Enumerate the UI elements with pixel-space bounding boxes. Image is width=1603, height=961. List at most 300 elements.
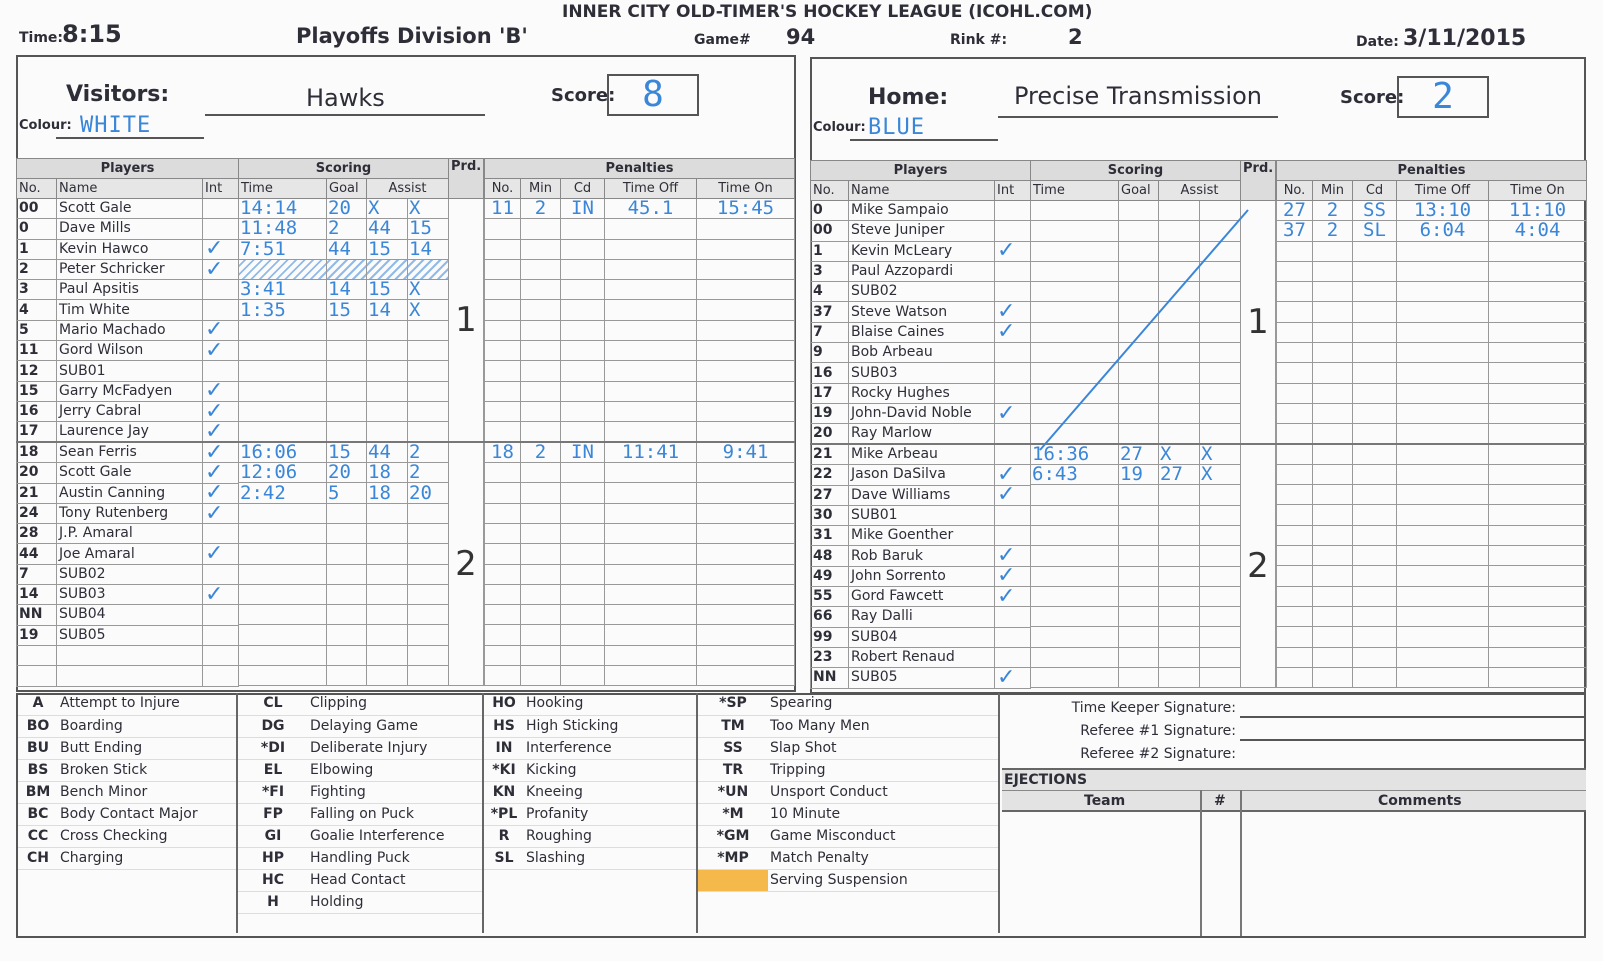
legend-description: Spearing (768, 693, 998, 715)
assist-2: 2 (408, 463, 449, 483)
legend-code: TR (698, 759, 768, 781)
penalty-minutes (521, 483, 561, 503)
goal-time (1031, 627, 1119, 647)
player-number: 24 (17, 503, 57, 523)
penalty-player (485, 483, 521, 503)
player-int-mark (203, 280, 239, 300)
table-row (1277, 505, 1587, 525)
penalty-player (485, 645, 521, 665)
penalty-time-on (1489, 343, 1587, 363)
penalty-time-off (1397, 383, 1489, 403)
table-row (1031, 668, 1241, 688)
goal-time (239, 361, 327, 381)
legend-column (18, 693, 238, 933)
player-name: Mario Machado (57, 320, 203, 340)
legend-code: HC (238, 869, 308, 891)
player-name: Ray Marlow (849, 424, 995, 445)
referee1-signature-line[interactable] (1240, 739, 1584, 741)
penalty-player (485, 463, 521, 483)
player-name: Paul Azzopardi (849, 261, 995, 281)
penalty-minutes (521, 341, 561, 361)
table-row (239, 422, 449, 442)
penalty-code (1353, 403, 1397, 423)
table-row (239, 401, 449, 421)
player-int-mark: ✓ (203, 585, 239, 605)
table-row (17, 503, 239, 523)
table-row (811, 587, 1031, 607)
penalty-code (561, 625, 605, 645)
league-title: INNER CITY OLD-TIMER'S HOCKEY LEAGUE (ICOHL.COM) (562, 2, 1093, 22)
player-number: 30 (811, 505, 849, 525)
penalty-time-on (1489, 322, 1587, 342)
assist-1 (1159, 566, 1200, 586)
table-row (485, 259, 795, 279)
game-number: 94 (786, 25, 816, 49)
penalty-time-off (1397, 586, 1489, 606)
goal-time: 2:42 (239, 483, 327, 503)
assist-1 (367, 544, 408, 564)
penalty-time-off (605, 605, 697, 625)
assist-1 (1159, 627, 1200, 647)
table-row (811, 241, 1031, 261)
penalty-time-on: 4:04 (1489, 221, 1587, 241)
penalty-player (1277, 241, 1313, 261)
vis-goal-header: Goal (327, 179, 367, 199)
legend-item (698, 803, 998, 825)
visitors-team: Hawks (306, 84, 385, 112)
player-number: NN (17, 605, 57, 625)
legend-column (698, 693, 1000, 933)
penalty-time-off (605, 320, 697, 340)
table-row (485, 442, 795, 463)
legend-description: Slashing (524, 847, 696, 869)
table-row (1031, 566, 1241, 586)
legend-code: BM (18, 781, 58, 803)
goal-scorer (1119, 505, 1159, 525)
assist-2: X (1200, 465, 1241, 485)
player-number: 15 (17, 381, 57, 401)
legend-code: BC (18, 803, 58, 825)
legend-code: FP (238, 803, 308, 825)
penalty-player (1277, 566, 1313, 586)
penalty-code (561, 605, 605, 625)
home-time-on-header: Time On (1489, 181, 1587, 201)
goal-time: 16:36 (1031, 444, 1119, 465)
penalty-time-on (697, 584, 795, 604)
penalty-player (485, 625, 521, 645)
assist-1 (1159, 647, 1200, 667)
player-name: Jason DaSilva (849, 465, 995, 485)
penalty-player (1277, 627, 1313, 647)
goal-scorer (327, 645, 367, 665)
penalty-time-on (1489, 505, 1587, 525)
table-row (1031, 607, 1241, 627)
player-number: 20 (17, 463, 57, 483)
penalty-time-on (697, 361, 795, 381)
legend-item (238, 715, 482, 737)
legend-description: Boarding (58, 715, 236, 737)
player-int-mark (995, 282, 1031, 302)
penalty-minutes: 2 (521, 199, 561, 219)
penalty-code (1353, 667, 1397, 687)
player-number (17, 666, 57, 686)
assist-2 (408, 666, 449, 686)
penalty-time-off (605, 666, 697, 686)
penalty-time-off (1397, 322, 1489, 342)
rink-number: 2 (1068, 25, 1083, 49)
goal-time: 3:41 (239, 280, 327, 300)
assist-1 (1159, 607, 1200, 627)
goal-time (239, 625, 327, 645)
penalty-time-on (697, 463, 795, 483)
table-row (811, 363, 1031, 383)
goal-scorer (1119, 546, 1159, 566)
player-name: Kevin McLeary (849, 241, 995, 261)
legend-item (238, 847, 482, 869)
table-row (239, 666, 449, 686)
player-number: 0 (17, 219, 57, 239)
player-int-mark (995, 526, 1031, 546)
goal-time (1031, 668, 1119, 688)
penalty-time-on (1489, 261, 1587, 281)
vis-name-header: Name (57, 179, 203, 199)
penalty-code (561, 645, 605, 665)
penalty-minutes (1313, 403, 1353, 423)
table-row (239, 645, 449, 665)
assist-2 (1200, 546, 1241, 566)
goal-scorer: 20 (327, 199, 367, 219)
table-row (239, 361, 449, 381)
table-row (239, 320, 449, 340)
legend-code: R (484, 825, 524, 847)
goal-time: 7:51 (239, 239, 327, 259)
table-row (239, 280, 449, 300)
table-row (485, 503, 795, 523)
ejections-title: EJECTIONS (1002, 768, 1586, 790)
assist-2: X (1200, 444, 1241, 465)
player-number: 19 (17, 625, 57, 645)
player-name: Mike Goenther (849, 526, 995, 546)
table-row (811, 505, 1031, 525)
table-row (485, 280, 795, 300)
legend-item (18, 847, 236, 869)
player-int-mark (995, 383, 1031, 403)
penalty-minutes (1313, 363, 1353, 383)
table-row (17, 442, 239, 463)
table-row (239, 625, 449, 645)
penalty-time-on (1489, 606, 1587, 626)
table-row (811, 607, 1031, 627)
table-row (485, 564, 795, 584)
goal-scorer (327, 422, 367, 442)
table-row (485, 625, 795, 645)
penalty-code (1353, 586, 1397, 606)
goal-time (1031, 546, 1119, 566)
player-name: Paul Apsitis (57, 280, 203, 300)
goal-time (1031, 586, 1119, 606)
penalty-code (1353, 647, 1397, 667)
penalty-code (561, 219, 605, 239)
player-number: NN (811, 668, 849, 688)
penalty-player (485, 300, 521, 320)
penalty-minutes (1313, 282, 1353, 302)
penalty-code (1353, 546, 1397, 566)
penalty-minutes (521, 523, 561, 543)
legend-description: Serving Suspension (768, 869, 998, 891)
legend-description: Hooking (524, 693, 696, 715)
vis-time-header: Time (239, 179, 327, 199)
legend-item (484, 715, 696, 737)
penalty-time-off (1397, 627, 1489, 647)
player-name: SUB03 (849, 363, 995, 383)
assist-1 (1159, 485, 1200, 505)
table-row (1277, 606, 1587, 626)
player-name: Steve Juniper (849, 221, 995, 241)
penalty-code (561, 280, 605, 300)
player-number: 19 (811, 403, 849, 423)
goal-scorer (1119, 627, 1159, 647)
goal-time: 11:48 (239, 219, 327, 239)
player-name: Gord Fawcett (849, 587, 995, 607)
legend-code: *SP (698, 693, 768, 715)
penalty-minutes (521, 259, 561, 279)
assist-1 (367, 361, 408, 381)
table-row (485, 544, 795, 564)
goal-time (239, 564, 327, 584)
assist-2: 15 (408, 219, 449, 239)
home-scoring-strike-line (1030, 200, 1280, 460)
penalty-time-off (1397, 444, 1489, 464)
legend-description: Match Penalty (768, 847, 998, 869)
table-row (485, 401, 795, 421)
player-number: 17 (811, 383, 849, 403)
player-name: Rob Baruk (849, 546, 995, 566)
player-number: 9 (811, 343, 849, 363)
player-number: 3 (811, 261, 849, 281)
legend-code: HS (484, 715, 524, 737)
goal-scorer: 19 (1119, 465, 1159, 485)
penalty-player (1277, 403, 1313, 423)
player-number (17, 645, 57, 665)
assist-1 (367, 523, 408, 543)
penalty-time-on (1489, 566, 1587, 586)
penalty-minutes (521, 605, 561, 625)
legend-code: *PL (484, 803, 524, 825)
player-int-mark: ✓ (203, 544, 239, 564)
legend-item (484, 847, 696, 869)
table-row (811, 201, 1031, 221)
legend-item (18, 825, 236, 847)
home-time-header: Time (1031, 181, 1119, 201)
assist-1 (367, 259, 408, 279)
assist-2 (408, 422, 449, 442)
assist-1 (367, 381, 408, 401)
player-number: 28 (17, 524, 57, 544)
visitors-colour: WHITE (80, 113, 152, 138)
penalty-minutes (521, 503, 561, 523)
player-int-mark (995, 627, 1031, 647)
table-row (17, 605, 239, 625)
goal-time (239, 666, 327, 686)
vis-no-header: No. (17, 179, 57, 199)
player-name (57, 666, 203, 686)
penalty-code (1353, 302, 1397, 322)
legend-item (698, 737, 998, 759)
player-number: 4 (811, 282, 849, 302)
goal-time (1031, 566, 1119, 586)
player-number: 14 (17, 585, 57, 605)
goal-scorer: 2 (327, 219, 367, 239)
penalty-minutes (521, 361, 561, 381)
legend-code: A (18, 693, 58, 715)
division: Playoffs Division 'B' (296, 24, 528, 48)
penalty-code (1353, 464, 1397, 484)
table-row (1031, 465, 1241, 485)
player-int-mark (995, 647, 1031, 667)
table-row (1031, 627, 1241, 647)
goal-scorer: 44 (327, 239, 367, 259)
player-name: John Sorrento (849, 566, 995, 586)
penalty-time-off (605, 401, 697, 421)
penalty-minutes (1313, 546, 1353, 566)
penalty-minutes (1313, 485, 1353, 505)
penalty-time-on (1489, 302, 1587, 322)
player-int-mark: ✓ (995, 485, 1031, 505)
penalty-time-on (697, 239, 795, 259)
assist-1: 44 (367, 219, 408, 239)
table-row (1277, 424, 1587, 444)
player-number: 7 (811, 322, 849, 342)
table-row (1277, 383, 1587, 403)
legend-code: GI (238, 825, 308, 847)
table-row (1031, 485, 1241, 505)
table-row (811, 221, 1031, 241)
penalty-time-off (605, 219, 697, 239)
penalty-minutes (521, 666, 561, 686)
penalty-player (1277, 282, 1313, 302)
vis-penalties-header: Penalties (485, 159, 795, 179)
home-players-header: Players (811, 161, 1031, 181)
assist-2 (408, 605, 449, 625)
penalty-minutes (521, 280, 561, 300)
home-players-table (810, 160, 1031, 689)
assist-2 (408, 523, 449, 543)
game-time: 8:15 (62, 20, 122, 48)
player-int-mark: ✓ (995, 546, 1031, 566)
table-row (811, 485, 1031, 505)
penalty-minutes (1313, 667, 1353, 687)
table-row (1031, 505, 1241, 525)
goal-scorer: 15 (327, 442, 367, 463)
penalty-time-on: 15:45 (697, 199, 795, 219)
player-number: 11 (17, 341, 57, 361)
player-name: Joe Amaral (57, 544, 203, 564)
legend-code: CC (18, 825, 58, 847)
ejections-num-header: # (1214, 793, 1226, 809)
table-row (1031, 525, 1241, 545)
legend-code: H (238, 891, 308, 913)
table-row (811, 546, 1031, 566)
penalty-player (485, 239, 521, 259)
assist-1 (367, 341, 408, 361)
player-name: Austin Canning (57, 483, 203, 503)
assist-1: 44 (367, 442, 408, 463)
table-row (811, 444, 1031, 465)
table-row (485, 300, 795, 320)
player-number: 44 (17, 544, 57, 564)
player-number: 27 (811, 485, 849, 505)
legend-item (18, 803, 236, 825)
player-name: Peter Schricker (57, 259, 203, 279)
penalty-player (1277, 505, 1313, 525)
penalty-minutes (1313, 525, 1353, 545)
penalty-time-on (697, 523, 795, 543)
home-no-header: No. (1277, 181, 1313, 201)
player-name: Jerry Cabral (57, 401, 203, 421)
assist-2: X (408, 280, 449, 300)
legend-description: Attempt to Injure (58, 693, 236, 715)
penalty-player (1277, 667, 1313, 687)
penalty-code (561, 483, 605, 503)
legend-column (238, 693, 484, 933)
table-row (1277, 586, 1587, 606)
player-number: 22 (811, 465, 849, 485)
penalty-time-on: 11:10 (1489, 201, 1587, 221)
timekeeper-signature-line[interactable] (1240, 716, 1584, 718)
legend-description: Handling Puck (308, 847, 482, 869)
legend-column (484, 693, 698, 933)
legend-item (484, 781, 696, 803)
penalty-time-on (697, 645, 795, 665)
penalty-minutes (1313, 383, 1353, 403)
legend-item (238, 803, 482, 825)
penalty-time-off (605, 523, 697, 543)
penalty-code: IN (561, 442, 605, 463)
legend-item (484, 693, 696, 715)
table-row (485, 199, 795, 219)
goal-time: 16:06 (239, 442, 327, 463)
assist-2: 14 (408, 239, 449, 259)
legend-code (698, 869, 768, 891)
penalty-time-on (697, 483, 795, 503)
penalty-player (485, 666, 521, 686)
penalty-code (1353, 261, 1397, 281)
vis-players-header: Players (17, 159, 239, 179)
table-row (485, 320, 795, 340)
penalty-time-off (1397, 363, 1489, 383)
player-int-mark (995, 505, 1031, 525)
table-row (811, 282, 1031, 302)
table-row (1277, 282, 1587, 302)
penalty-minutes: 2 (521, 442, 561, 463)
penalty-time-on (697, 219, 795, 239)
assist-1 (367, 422, 408, 442)
legend-description: Deliberate Injury (308, 737, 482, 759)
ejections-divider-2 (1240, 790, 1242, 936)
player-int-mark: ✓ (203, 239, 239, 259)
legend-code: BU (18, 737, 58, 759)
goal-time (1031, 485, 1119, 505)
penalty-player (1277, 525, 1313, 545)
table-row (239, 483, 449, 503)
penalty-time-on (697, 381, 795, 401)
player-int-mark: ✓ (203, 463, 239, 483)
table-row (17, 544, 239, 564)
goal-time (239, 544, 327, 564)
time-label: Time: (19, 30, 64, 46)
legend-code: CL (238, 693, 308, 715)
legend-code: SS (698, 737, 768, 759)
